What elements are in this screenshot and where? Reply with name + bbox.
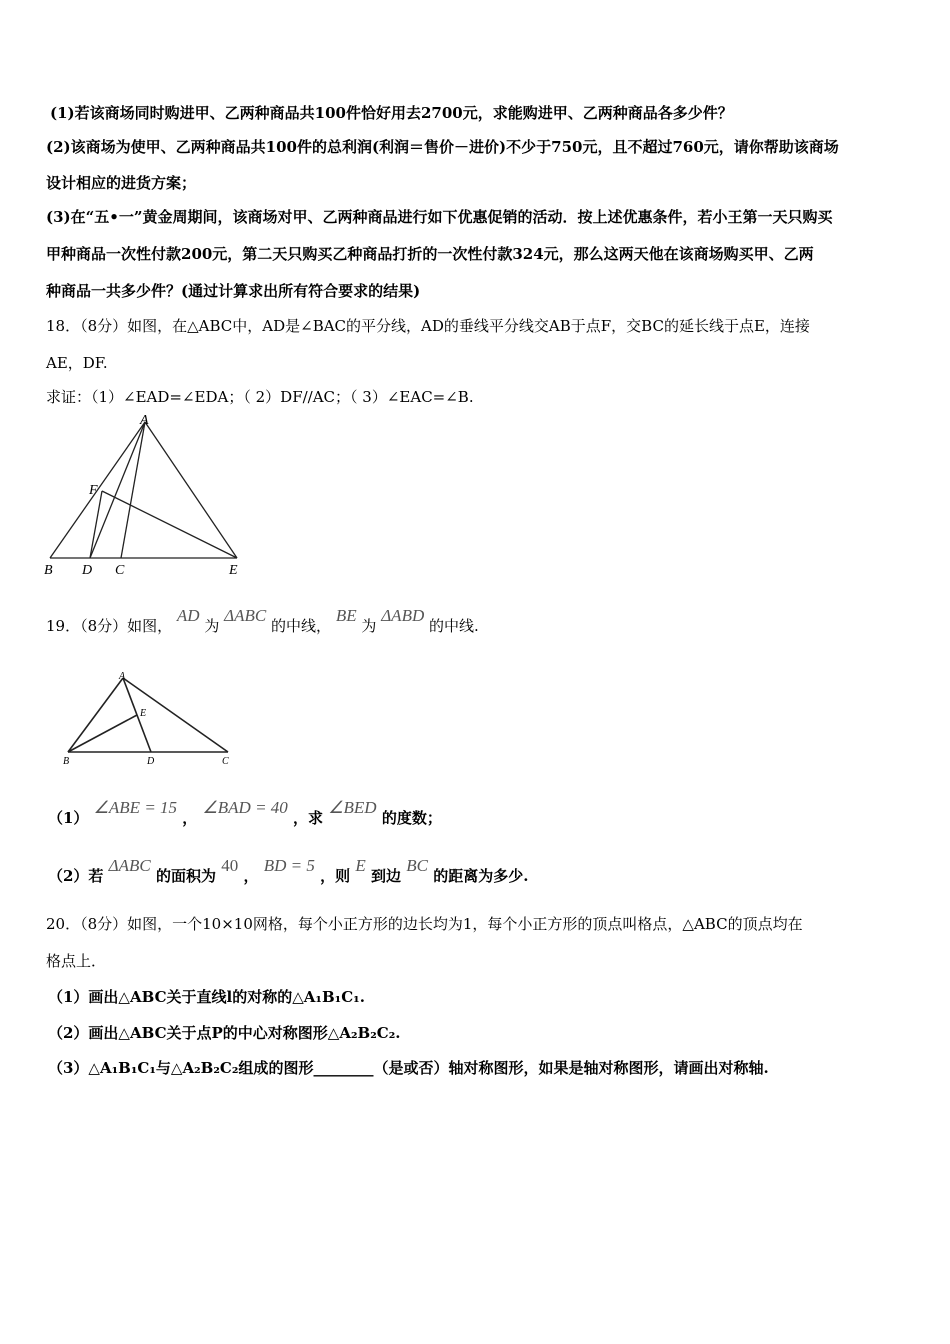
math-triangle-abc: ΔABC <box>224 606 267 625</box>
label-d: D <box>82 563 93 578</box>
label-c: C <box>222 756 229 767</box>
q20-part2: （2）画出△ABC关于点P的中心对称图形△A₂B₂C₂. <box>48 1024 401 1042</box>
math-triangle-abd: ΔABD <box>381 606 425 625</box>
q18-stem-line2: AE，DF. <box>46 354 108 372</box>
math-angle-bad: ∠BAD = 40 <box>202 798 288 817</box>
q19-wei-2: 为 <box>361 617 377 635</box>
q19-part2 <box>48 856 529 886</box>
q17-part2-line1: (2)该商场为使甲、乙两种商品共100件的总利润(利润＝售价－进价)不少于750元，且不超过760元，请你帮助该商场 <box>46 138 839 156</box>
q19-part1 <box>48 798 442 828</box>
math-angle-abe: ∠ABE = 15 <box>93 798 178 817</box>
line-fd <box>90 491 102 558</box>
q19-part2-prefix: （2）若 <box>48 867 104 885</box>
q17-part1: (1)若该商场同时购进甲、乙两种商品共100件恰好用去2700元，求能购进甲、乙两种商品各多少件？ <box>50 104 733 122</box>
math-side-bc: BC <box>406 856 428 875</box>
label-a: A <box>140 413 149 428</box>
label-b: B <box>44 563 53 578</box>
q19-part2-comma-2: ，则 <box>320 867 351 885</box>
math-be: BE <box>335 606 357 625</box>
q18-stem-line1: 18．（8分）如图，在△ABC中，AD是∠BAC的平分线，AD的垂线平分线交AB于点F，交BC的延长线于点E，连接 <box>46 317 810 335</box>
q19-part1-comma-1: ， <box>182 809 198 827</box>
label-b: B <box>63 756 70 767</box>
math-area-value: 40 <box>221 856 239 875</box>
q19-prefix: 19．（8分）如图， <box>46 617 173 635</box>
q20-stem-line1: 20．（8分）如图，一个10×10网格，每个小正方形的边长均为1，每个小正方形的顶点叫格点，△ABC的顶点均在 <box>46 915 803 933</box>
q19-part1-prefix: （1） <box>48 809 89 827</box>
q19-median-2: 的中线. <box>429 617 479 635</box>
q19-part1-end: 的度数； <box>381 809 442 827</box>
label-e: E <box>140 708 147 719</box>
q20-part3: （3）△A₁B₁C₁与△A₂B₂C₂组成的图形________（是或否）轴对称图形，如果是轴对称图形，请画出对称轴. <box>48 1059 769 1077</box>
line-be <box>68 715 137 752</box>
line-ac <box>121 422 145 558</box>
q19-median-1: 的中线， <box>271 617 332 635</box>
label-f: F <box>89 483 98 498</box>
q17-part3-line3: 种商品一共多少件？(通过计算求出所有符合要求的结果) <box>46 282 421 300</box>
math-angle-bed: ∠BED <box>328 798 377 817</box>
math-triangle-abc-2: ΔABC <box>108 856 151 875</box>
line-ab <box>68 678 123 752</box>
math-bd-length: BD = 5 <box>263 856 315 875</box>
q19-wei-1: 为 <box>204 617 220 635</box>
label-c: C <box>115 563 125 578</box>
q19-stem <box>46 606 479 636</box>
math-ad: AD <box>176 606 200 625</box>
q17-part3-line1: (3)在“五•一”黄金周期间，该商场对甲、乙两种商品进行如下优惠促销的活动．按上述优惠条件，若小王第一天只购买 <box>46 208 833 226</box>
q19-part1-ask: ，求 <box>293 809 324 827</box>
q19-part2-to-side: 到边 <box>370 867 401 885</box>
q18-prove: 求证：（1）∠EAD=∠EDA；（ 2）DF//AC；（ 3）∠EAC=∠B. <box>46 388 474 406</box>
q19-part2-comma-1: ， <box>243 867 259 885</box>
label-a: A <box>119 671 126 682</box>
q17-part2-line2: 设计相应的进货方案； <box>46 174 197 192</box>
q19-part2-end: 的距离为多少. <box>433 867 529 885</box>
q20-part1: （1）画出△ABC关于直线l的对称的△A₁B₁C₁. <box>48 988 365 1006</box>
label-d: D <box>147 756 155 767</box>
line-ae <box>145 422 237 558</box>
label-e: E <box>229 563 238 578</box>
line-ac <box>123 678 228 752</box>
math-point-e: E <box>355 856 366 875</box>
q17-part3-line2: 甲种商品一次性付款200元，第二天只购买乙种商品打折的一次性付款324元，那么这两天他在该商场购买甲、乙两 <box>46 245 814 263</box>
q18-triangle-figure <box>40 412 250 582</box>
q19-part2-area-text: 的面积为 <box>156 867 217 885</box>
q20-stem-line2: 格点上． <box>46 952 107 970</box>
q19-triangle-figure <box>60 670 235 770</box>
